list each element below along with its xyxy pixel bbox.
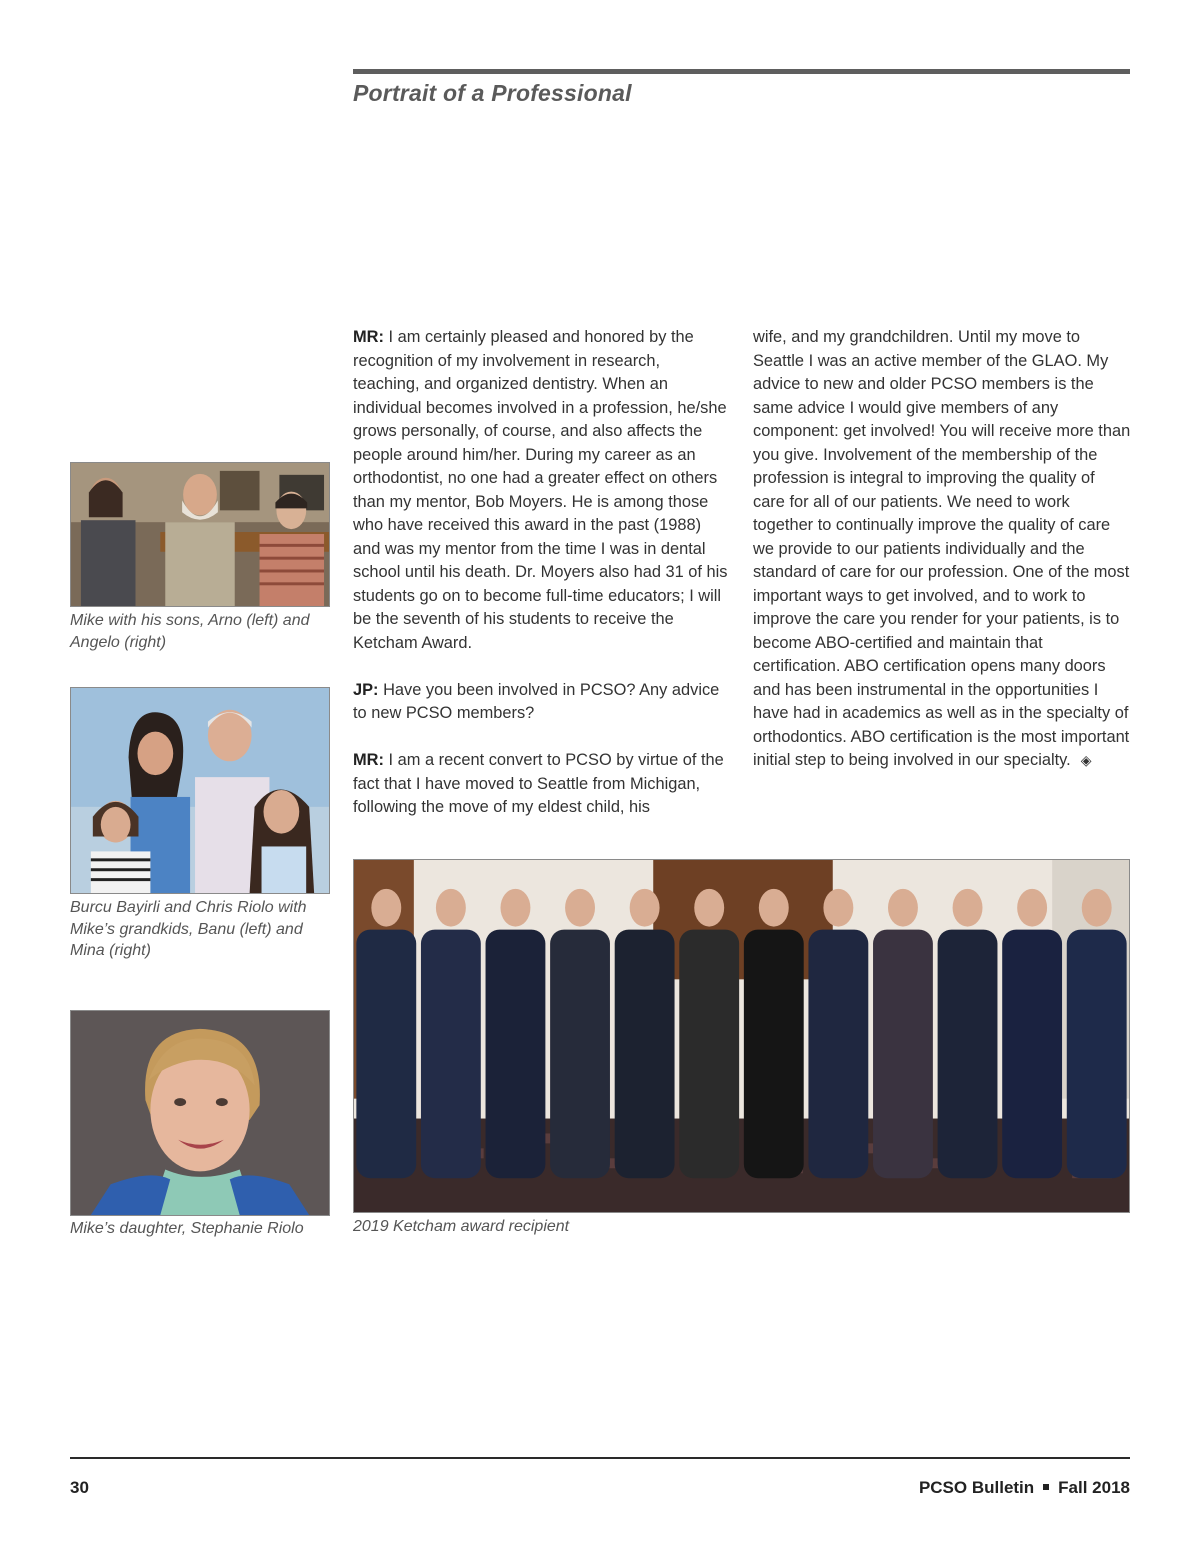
caption-photo-3: Mike’s daughter, Stephanie Riolo bbox=[70, 1220, 304, 1237]
publication-issue bbox=[919, 1478, 1130, 1498]
paragraph-text: I am certainly pleased and honored by the recognition of my involvement in research, teaching, and organized dentistry. When an individual becomes involved in a profession, he/she grows personally, of course, and also affects the people around him/her. During my career as an orthodontist, no one had a greater effect on others than my mentor, Bob Moyers. He is among those who have received this award in the past (1988) and was my mentor from the time I was in dental school until his death. Dr. Moyers also had 31 of his students go on to become full-time educators; I will be the seventh of his students to receive the Ketcham Award. bbox=[353, 328, 728, 652]
paragraph-text: wife, and my grandchildren. Until my move to Seattle I was an active member of the GLAO. My advice to new and older PCSO members is the same advice I would give members of any component: get involved! You will receive more than you give. Involvement of the membership of the profession is integral to improving the quality of care for all of our patients. We need to work together to continually improve the quality of care we provide to our patients individually and the standard of care for our profession. One of the most important ways to get involved, and to work to improve the care you render for your patients, is to become ABO-certified and maintain that certification. ABO certification opens many doors and has been instrumental in the opportunities I have had in academics as well as in the specialty of orthodontics. ABO certification is the most important initial step to being involved in our specialty. bbox=[753, 328, 1131, 769]
group-figure-body bbox=[1002, 930, 1062, 1179]
issue-label: Fall 2018 bbox=[1058, 1478, 1130, 1497]
group-figure-body bbox=[356, 930, 416, 1179]
speaker-label: JP: bbox=[353, 680, 379, 699]
group-figure-head bbox=[759, 889, 789, 927]
end-mark-icon: ◈ bbox=[1080, 752, 1092, 768]
group-figure-body bbox=[550, 930, 610, 1179]
paragraph-jp bbox=[353, 679, 731, 726]
caption-group-photo: 2019 Ketcham award recipient bbox=[353, 1218, 570, 1235]
group-figure-head bbox=[1082, 889, 1112, 927]
group-figure-body bbox=[808, 930, 868, 1179]
article-column-1 bbox=[353, 326, 731, 843]
group-figure-head bbox=[823, 889, 853, 927]
photo-daughter bbox=[70, 1010, 330, 1216]
footer-rule bbox=[70, 1457, 1130, 1459]
group-figure-head bbox=[630, 889, 660, 927]
group-figure-body bbox=[486, 930, 546, 1179]
paragraph-text: Have you been involved in PCSO? Any advice to new PCSO members? bbox=[353, 680, 720, 722]
section-title: Portrait of a Professional bbox=[353, 80, 632, 106]
paragraph-text: I am a recent convert to PCSO by virtue of the fact that I have moved to Seattle from Michigan, following the move of my eldest child, his bbox=[353, 751, 724, 816]
group-figure-body bbox=[744, 930, 804, 1179]
group-figure-body bbox=[873, 930, 933, 1179]
speaker-label: MR: bbox=[353, 751, 384, 769]
group-figure-head bbox=[500, 889, 530, 927]
group-figure-body bbox=[679, 930, 739, 1179]
group-figure-head bbox=[1017, 889, 1047, 927]
article-column-2 bbox=[753, 326, 1131, 796]
group-figure-head bbox=[888, 889, 918, 927]
group-figure-body bbox=[1067, 930, 1127, 1179]
photo-family bbox=[70, 687, 330, 894]
group-figure-head bbox=[436, 889, 466, 927]
caption-photo-1: Mike with his sons, Arno (left) and Angelo (right) bbox=[70, 612, 310, 651]
caption-photo-2: Burcu Bayirli and Chris Riolo with Mike’s grandkids, Banu (left) and Mina (right) bbox=[70, 899, 307, 959]
page-number: 30 bbox=[70, 1478, 89, 1497]
top-rule bbox=[353, 69, 1130, 74]
paragraph-mr-2 bbox=[353, 749, 731, 820]
group-figure-body bbox=[615, 930, 675, 1179]
paragraph-mr-1 bbox=[353, 326, 731, 655]
group-figure-head bbox=[694, 889, 724, 927]
separator-square bbox=[1043, 1484, 1049, 1490]
group-figure-body bbox=[938, 930, 998, 1179]
photo-group-ketcham bbox=[353, 859, 1130, 1213]
photo-mike-with-sons bbox=[70, 462, 330, 607]
group-figure-head bbox=[565, 889, 595, 927]
speaker-label: MR: bbox=[353, 328, 384, 346]
group-figure-head bbox=[953, 889, 983, 927]
publication-name: PCSO Bulletin bbox=[918, 1478, 1035, 1497]
group-figure-head bbox=[371, 889, 401, 927]
group-figure-body bbox=[421, 930, 481, 1179]
paragraph-continued bbox=[753, 326, 1131, 773]
